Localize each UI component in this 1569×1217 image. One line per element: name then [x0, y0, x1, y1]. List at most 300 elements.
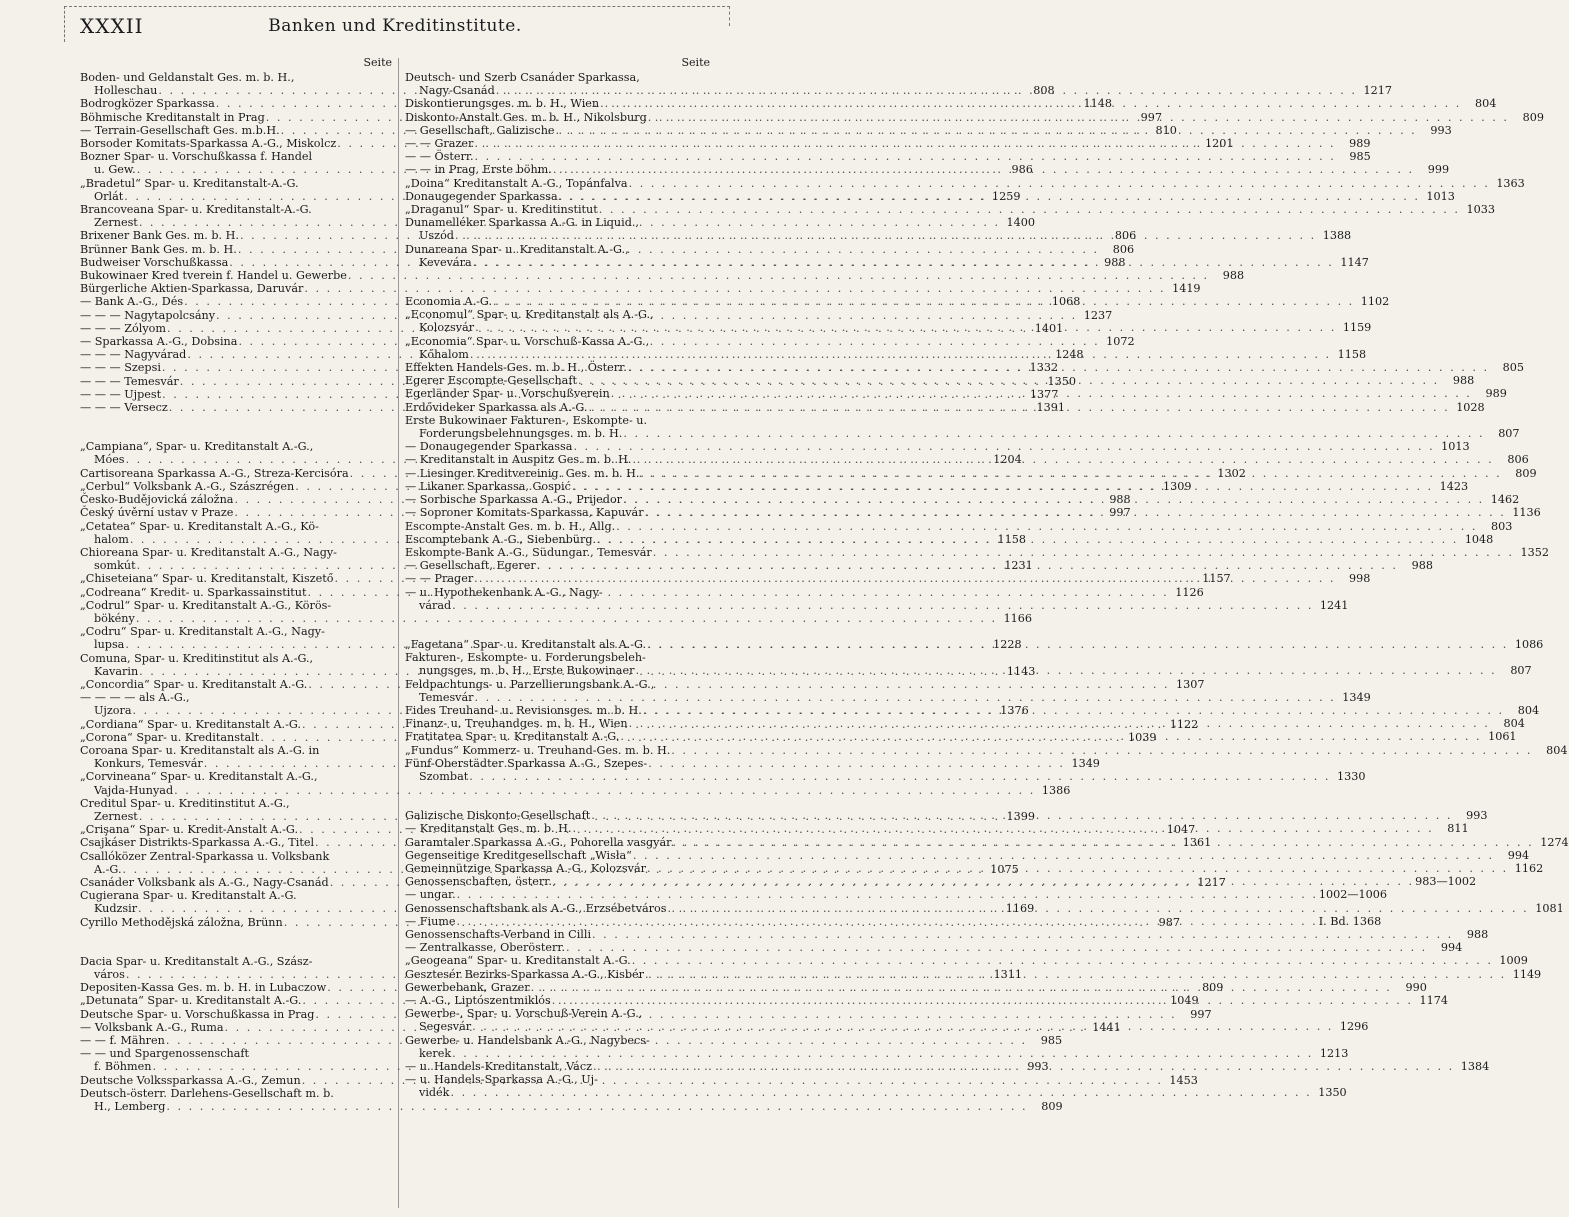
leader-dots [610, 387, 1473, 400]
entry-line [80, 691, 392, 704]
entry-text: Böhmische Kreditanstalt in Prag [80, 110, 265, 124]
entry-text: Konkurs, Temesvár [94, 757, 203, 771]
page-reference: 1204 [993, 453, 1022, 467]
page-reference: 1349 [1071, 757, 1100, 771]
entry-line [405, 216, 710, 229]
leader-dots [571, 480, 1434, 493]
entry-text: „Codreana“ Kredit- u. Sparkassainstitut [80, 585, 307, 599]
entry-text: — Kreditanstalt Ges. m. b. H. [405, 822, 572, 836]
entry-text: — Gesellschaft, Galizische [405, 123, 555, 137]
page-reference: 1228 [993, 638, 1022, 652]
index-entry [405, 545, 1549, 559]
page-reference: 1386 [1041, 783, 1071, 797]
seite-label: Seite [681, 56, 710, 69]
leader-dots [647, 111, 1510, 124]
entry-text: Escomptebank A.-G., Siebenbürg. [405, 532, 597, 546]
page-reference: 1217 [1363, 84, 1392, 98]
entry-text: Vajda-Hunyad [94, 783, 174, 797]
entry-text: Fides Treuhand- u. Revisionsges. m. b. H. [405, 703, 642, 717]
page-reference: 990 [1405, 980, 1427, 994]
page-reference: 1349 [1342, 690, 1371, 704]
entry-line [405, 440, 1470, 454]
entry-text: Temesvár [419, 690, 474, 704]
entry-text: vidék [419, 1086, 450, 1100]
page-reference: 988 [1109, 493, 1131, 507]
entry-line [80, 652, 392, 665]
leader-dots [495, 84, 1358, 97]
entry-text: Bodrogközer Sparkassa [80, 97, 215, 111]
letter-group-gap [405, 269, 710, 295]
entry-text: Cugierana Spar- u. Kreditanstalt A.-G. [80, 889, 297, 903]
letter-group-gap [405, 612, 710, 638]
entry-line [80, 797, 392, 810]
entry-line [405, 519, 1513, 533]
entry-line [405, 848, 1530, 862]
entry-text: Creditul Spar- u. Kreditinstitut A.-G., [80, 796, 290, 810]
entry-text: „Corona“ Spar- u. Kreditanstalt [80, 730, 260, 744]
entry-text: somkút [94, 559, 136, 573]
leader-dots [572, 440, 1435, 453]
entry-text: — A.-G., Liptószentmiklós [405, 994, 551, 1007]
leader-dots [622, 427, 1485, 440]
entry-text: H., Lemberg [94, 1100, 166, 1114]
entry-text: kerek [419, 1046, 452, 1060]
page-reference: 997 [1190, 1007, 1212, 1021]
leader-dots [615, 520, 1478, 533]
entry-text: Feldpachtungs- u. Parzellierungsbank A.-G., [405, 677, 655, 691]
entry-text: Deutsch-österr. Darlehens-Gesellschaft m. b. [80, 1086, 334, 1100]
entry-text: — Fiume [405, 914, 456, 928]
page-reference: 1237 [1083, 308, 1113, 322]
entry-text: Galizische Diskonto-Gesellschaft [405, 809, 591, 823]
entry-text: Brixener Bank Ges. m. b. H. [80, 229, 239, 243]
entry-text: — u. Handels-Kreditanstalt, Vácz [405, 1060, 592, 1074]
page-frame-right [729, 6, 730, 26]
entry-line [80, 783, 1071, 797]
page-reference: 1363 [1496, 176, 1525, 190]
page-reference: 1033 [1466, 203, 1495, 217]
entry-text: Brünner Bank Ges. m. b. H. [80, 242, 237, 256]
entry-text: Budweiser Vorschußkassa [80, 255, 229, 269]
entry-text: „Cerbul“ Volksbank A.-G., Szászrégen [80, 479, 295, 493]
leader-dots [587, 401, 1450, 414]
leader-dots [599, 97, 1462, 110]
page-reference: 1399 [1006, 809, 1036, 823]
index-entry [80, 269, 1245, 283]
entry-text: Fakturen-, Eskompte- u. Forderungsbeleh- [405, 651, 646, 665]
entry-text: — Kreditanstalt in Auspitz Ges. m. b. H. [405, 453, 632, 467]
page-reference: 985 [1040, 1034, 1063, 1048]
page-reference: 1122 [1169, 717, 1199, 731]
leader-dots [472, 256, 1335, 269]
page-reference: 1296 [1339, 1020, 1369, 1034]
page-reference: 1159 [1342, 321, 1372, 335]
entry-text: Ujzora [94, 704, 132, 718]
leader-dots [451, 1047, 1314, 1060]
page-reference: 1332 [1029, 361, 1059, 375]
page-reference: 993 [1466, 809, 1488, 823]
page-reference: 988 [1452, 374, 1475, 388]
entry-text: Orlát [94, 189, 124, 203]
page-frame-left [64, 6, 65, 42]
page-reference: 1158 [1337, 347, 1367, 361]
page-reference: 999 [1427, 163, 1450, 177]
entry-text: Dunareana Spar- u. Kreditanstalt A.-G., [405, 242, 629, 256]
entry-text: Escompte-Anstalt Ges. m. b. H., Allg. [405, 519, 616, 533]
leader-dots [471, 1020, 1334, 1033]
page-reference: 1361 [1182, 836, 1212, 850]
leader-dots [622, 493, 1485, 506]
entry-text: — Likaner Sparkassa, Gospić [405, 479, 571, 493]
leader-dots [552, 875, 1415, 888]
page-reference: 993 [1430, 123, 1452, 137]
entry-text: Gewerbebank, Grazer [405, 980, 530, 994]
page-reference: 809 [1515, 466, 1537, 480]
entry-text: — ungar. [405, 888, 456, 902]
leader-dots [619, 730, 1482, 743]
page-header [70, 14, 720, 40]
page-reference: I. Bd. 1368 [1318, 914, 1382, 928]
entry-text: — — — Versecz [80, 401, 168, 415]
entry-text: — — — Zólyom [80, 321, 166, 335]
entry-line [80, 1100, 1063, 1114]
entry-line [405, 1007, 710, 1020]
entry-text: — — — Ujpest [80, 387, 162, 401]
entry-text: Effekten Handels-Ges. m. b. H., Österr. [405, 361, 627, 375]
page-reference: 1241 [1319, 598, 1349, 612]
entry-text: Gesztesér Bezirks-Sparkassa A.-G., Kisbér [405, 967, 644, 981]
entry-line [80, 269, 1245, 283]
entry-text: Deutsche Spar- u. Vorschußkassa in Prag [80, 1007, 315, 1021]
leader-dots [596, 533, 1459, 546]
page-reference: 1309 [1162, 479, 1192, 493]
entry-text: várad [419, 598, 452, 612]
entry-text: — — — Nagytapolcsány [80, 308, 216, 322]
leader-dots [644, 506, 1507, 519]
entry-line [80, 850, 392, 863]
page-reference: 989 [1349, 137, 1371, 151]
leader-dots [473, 572, 1336, 585]
entry-text: — — — Nagyvárad [80, 348, 187, 362]
page-reference: 1013 [1426, 189, 1455, 203]
entry-line [80, 889, 392, 902]
entry-text: Česko-Budějovická záložna [80, 493, 234, 507]
entry-line [80, 770, 392, 783]
entry-text: — — in Prag, Erste böhm. [405, 163, 552, 177]
leader-dots [639, 467, 1502, 480]
page-reference: 1377 [1029, 387, 1059, 401]
entry-text: „Fagetana“ Spar- u. Kreditanstalt als A.-G. [405, 637, 647, 651]
entry-line [80, 282, 1201, 296]
page-reference: 1047 [1166, 823, 1196, 837]
entry-line [80, 611, 1033, 625]
entry-text: Gemeinnützige Sparkassa A.-G., Kolozsvár [405, 861, 646, 875]
page-reference: 1401 [1034, 321, 1064, 335]
entry-text: Zernest [94, 809, 138, 823]
page-reference: 988 [1466, 927, 1489, 941]
leader-dots [652, 546, 1515, 559]
letter-group-gap [405, 783, 710, 809]
leader-dots [468, 770, 1331, 783]
page-reference: 1009 [1499, 954, 1528, 968]
entry-text: bökény [94, 611, 135, 625]
page-reference: 803 [1491, 519, 1513, 533]
entry-text: — u. Hypothekenbank A.-G., Nagy- [405, 585, 603, 599]
entry-text: Comuna, Spar- u. Kreditinstitut als A.-G., [80, 651, 314, 665]
page-reference: 809 [1202, 981, 1224, 995]
page-reference: 804 [1517, 703, 1540, 717]
index-entry [405, 848, 1530, 862]
entry-text: — Liesinger Kreditvereinig. Ges. m. b. H. [405, 466, 640, 480]
leader-dots [474, 691, 1337, 704]
entry-text: „Crişana“ Spar- u. Kredit-Anstalt A.-G. [80, 823, 299, 837]
entry-line [405, 927, 1489, 941]
entry-line [405, 690, 1371, 704]
page-reference: 1441 [1092, 1020, 1121, 1034]
page-reference: 1072 [1106, 335, 1135, 349]
leader-dots [646, 862, 1509, 875]
page-reference: 1400 [1006, 216, 1036, 230]
entry-line [80, 440, 392, 453]
entry-text: A.-G. [94, 862, 122, 876]
entry-text: — — f. Mähren [80, 1034, 165, 1048]
entry-text: Bozner Spar- u. Vorschußkassa f. Handel [80, 150, 313, 164]
leader-dots [592, 1060, 1455, 1073]
page-reference: 807 [1498, 427, 1520, 441]
entry-text: Kolozsvár [419, 321, 475, 335]
entry-text: Szombat [419, 769, 469, 783]
entry-line [80, 546, 392, 559]
entry-text: — Donaugegender Sparkassa [405, 440, 573, 454]
page-reference: 810 [1155, 123, 1177, 137]
page-reference: 809 [1522, 110, 1544, 124]
entry-text: Fratitatea Spar- u. Kreditanstalt A.-G. [405, 730, 620, 744]
entry-text: — Zentralkasse, Oberösterr. [405, 941, 566, 955]
entry-text: Finanz- u. Treuhandges. m. b. H., Wien [405, 717, 628, 731]
entry-text: Český úvěrní ustav v Praze [80, 506, 234, 520]
entry-text: — — und Spargenossenschaft [80, 1047, 250, 1061]
entry-text: — Sorbische Sparkassa A.-G., Prijedor [405, 493, 623, 507]
entry-text: Depositen-Kassa Ges. m. b. H. in Lubaczow [80, 981, 327, 995]
leader-dots [632, 849, 1495, 862]
index-entry [405, 888, 1388, 902]
entry-text: — Sparkassa A.-G., Dobsina [80, 335, 238, 349]
page-reference: 997 [1109, 506, 1131, 520]
page-reference: 1248 [1055, 348, 1084, 362]
entry-line [405, 545, 1549, 559]
entry-line [405, 176, 1525, 190]
entry-text: u. Gew. [94, 163, 136, 177]
entry-text: Diskonto-Anstalt Ges. m. b. H., Nikolsburg [405, 110, 647, 124]
entry-text: Csanáder Volksbank als A.-G., Nagy-Csanád [80, 875, 329, 889]
index-entry [80, 282, 1201, 296]
entry-text: Kőhalom [419, 347, 469, 361]
entry-line [405, 1046, 1349, 1060]
entry-text: Deutsche Volkssparkassa A.-G., Zemun [80, 1073, 301, 1087]
leader-dots [642, 704, 1505, 717]
leader-dots [449, 1086, 1312, 1099]
page-reference: 1013 [1441, 440, 1470, 454]
leader-dots [456, 888, 1319, 901]
leader-dots [632, 453, 1495, 466]
page-frame-top [64, 6, 730, 7]
page-reference: 807 [1510, 664, 1532, 678]
page-reference: 1086 [1514, 637, 1544, 651]
entry-line [80, 71, 392, 84]
running-title: Banken und Kreditinstitute. [268, 16, 522, 36]
entry-text: Erdővideker Sparkassa als A.-G. [405, 400, 588, 414]
entry-text: Cyrillo Methodějská záložna, Brünn [80, 915, 283, 929]
page-reference: 806 [1112, 242, 1135, 256]
page-reference: 1147 [1340, 255, 1369, 269]
page-reference: 1157 [1202, 572, 1231, 586]
index-entry [405, 519, 1513, 533]
entry-line [405, 888, 1388, 902]
page-reference: 811 [1447, 822, 1469, 836]
page-reference: 993 [1027, 1060, 1049, 1074]
entry-text: „Codru“ Spar- u. Kreditanstalt A.-G., Nagy- [80, 625, 325, 639]
page-reference: 1149 [1512, 967, 1542, 981]
entry-text: Garamtaler Sparkassa A.-G., Pohorella vasgyár [405, 835, 672, 849]
page-reference: 1462 [1490, 493, 1520, 507]
leader-dots [530, 981, 1393, 994]
leader-dots [598, 203, 1461, 216]
letter-group-gap [80, 929, 392, 955]
leader-dots [552, 163, 1415, 176]
entry-text: Gegenseitige Kreditgesellschaft „Wisła“ [405, 848, 632, 862]
entry-text: Economia A.-G. [405, 295, 493, 309]
entry-line [80, 625, 392, 638]
page-reference: 985 [1349, 150, 1371, 164]
page-reference: 994 [1507, 848, 1530, 862]
entry-text: Genossenschaftsbank als A.-G., Erzsébetváros [405, 901, 667, 915]
entry-text: „Cetatea“ Spar- u. Kreditanstalt A.-G., Kö- [80, 519, 319, 533]
page-reference: 1081 [1535, 901, 1564, 915]
entry-text: Kevevára [419, 255, 472, 269]
entry-text: Segesvár [419, 1020, 472, 1034]
leader-dots [591, 928, 1454, 941]
entry-line [405, 757, 710, 770]
entry-line [405, 586, 710, 599]
entry-text: Dunamelléker Sparkassa A.-G. in Liquid., [405, 216, 639, 230]
leader-dots [474, 150, 1337, 163]
index-entry [405, 203, 1495, 217]
entry-text: Donaugegender Sparkassa [405, 189, 558, 203]
entry-text: lupsa [94, 638, 125, 652]
entry-text: Coroana Spar- u. Kreditanstalt als A.-G. in [80, 743, 320, 757]
index-entry [405, 440, 1470, 454]
entry-text: — u. Handels-Sparkassa A.-G., Uj- [405, 1073, 598, 1087]
index-entry [405, 743, 1568, 757]
entry-text: Eskompte-Bank A.-G., Südungar., Temesvár [405, 545, 652, 559]
page-reference: 988 [1411, 559, 1433, 573]
leader-dots [628, 717, 1491, 730]
entry-text: — Terrain-Gesellschaft Ges. m.b.H. [80, 123, 280, 137]
leader-dots [558, 190, 1421, 203]
page-reference: 1350 [1318, 1086, 1347, 1100]
page-reference: 1302 [1217, 466, 1246, 480]
page-number: XXXII [80, 14, 144, 38]
index-entry [405, 413, 1520, 441]
leader-dots [555, 124, 1418, 137]
entry-line [405, 1034, 710, 1047]
page-reference: 809 [1041, 1100, 1063, 1114]
page-reference: 1158 [997, 532, 1027, 546]
page-reference: 1174 [1419, 994, 1448, 1007]
entry-text: Fünf-Oberstädter Sparkassa A.-G., Szepes- [405, 756, 648, 770]
entry-text: Chioreana Spar- u. Kreditanstalt A.-G., Nagy- [80, 545, 337, 559]
page-reference: 1002—1006 [1318, 888, 1388, 902]
leader-dots [492, 295, 1355, 308]
page-reference: 1376 [1000, 704, 1029, 718]
page-reference: 988 [1222, 269, 1245, 283]
entry-text: nungsges. m. b. H., Erste Bukowinaer [419, 664, 635, 678]
leader-dots [571, 822, 1434, 835]
page-reference: 1061 [1488, 730, 1517, 744]
entry-text: — — Grazer [405, 137, 474, 151]
page-reference: 1166 [1003, 611, 1033, 625]
entry-line [80, 599, 392, 612]
entry-line [405, 651, 710, 664]
entry-line [405, 308, 710, 321]
entry-text: Erste Bukowinaer Fakturen-, Eskompte- u. [405, 413, 648, 427]
entry-text: „Concordia“ Spar- u. Kreditanstalt A.-G. [80, 677, 308, 691]
leader-dots [577, 374, 1440, 387]
page-reference: 808 [1033, 84, 1055, 98]
page-reference: 1102 [1360, 295, 1390, 309]
entry-text: „Bradetul“ Spar- u. Kreditanstalt-A.-G. [80, 176, 299, 190]
leader-dots [671, 836, 1534, 849]
index-entry [405, 927, 1489, 941]
index-entry [405, 954, 1528, 968]
index-entry [405, 176, 1525, 190]
page-reference: 986 [1011, 163, 1033, 177]
page-reference: 1352 [1520, 545, 1549, 559]
page-reference: 1148 [1083, 97, 1112, 111]
page-reference: 1259 [992, 189, 1021, 203]
page-reference: 1143 [1006, 664, 1036, 678]
leader-dots [628, 177, 1491, 190]
entry-text: „Economia“ Spar- u. Vorschuß-Kassa A.-G., [405, 334, 650, 348]
entry-text: Nagy-Csanád [419, 84, 495, 98]
leader-dots [451, 599, 1314, 612]
entry-text: Boden- und Geldanstalt Ges. m. b. H., [80, 71, 295, 84]
entry-text: Kudzsir [94, 902, 138, 916]
leader-dots [644, 968, 1507, 981]
page-reference: 804 [1503, 717, 1525, 731]
entry-line [80, 744, 392, 757]
entry-text: „Campiana“, Spar- u. Kreditanstalt A.-G., [80, 440, 314, 454]
index-entry [405, 150, 1371, 164]
entry-text: „Fundus“ Kommerz- u. Treuhand-Ges. m. b. H. [405, 743, 671, 757]
page-reference: 997 [1140, 110, 1162, 124]
leader-dots [631, 954, 1494, 967]
leader-dots [565, 941, 1428, 954]
entry-text: Csallóközer Zentral-Sparkassa u. Volksbank [80, 849, 330, 863]
entry-text: Diskontierungsges. m. b. H., Wien [405, 97, 600, 111]
page-reference: 1049 [1170, 994, 1199, 1008]
leader-dots [670, 744, 1533, 757]
entry-line [405, 941, 1463, 955]
page-reference: 1048 [1464, 532, 1494, 546]
page-reference: 989 [1485, 387, 1507, 401]
page-reference: 987 [1158, 915, 1180, 929]
entry-text: „Corvineana“ Spar- u. Kreditanstalt A.-G., [80, 770, 318, 784]
page-reference: 1231 [1004, 559, 1033, 573]
entry-line [405, 414, 710, 427]
page-reference: 1274 [1540, 835, 1569, 849]
entry-text: — Bank A.-G., Dés [80, 295, 184, 309]
